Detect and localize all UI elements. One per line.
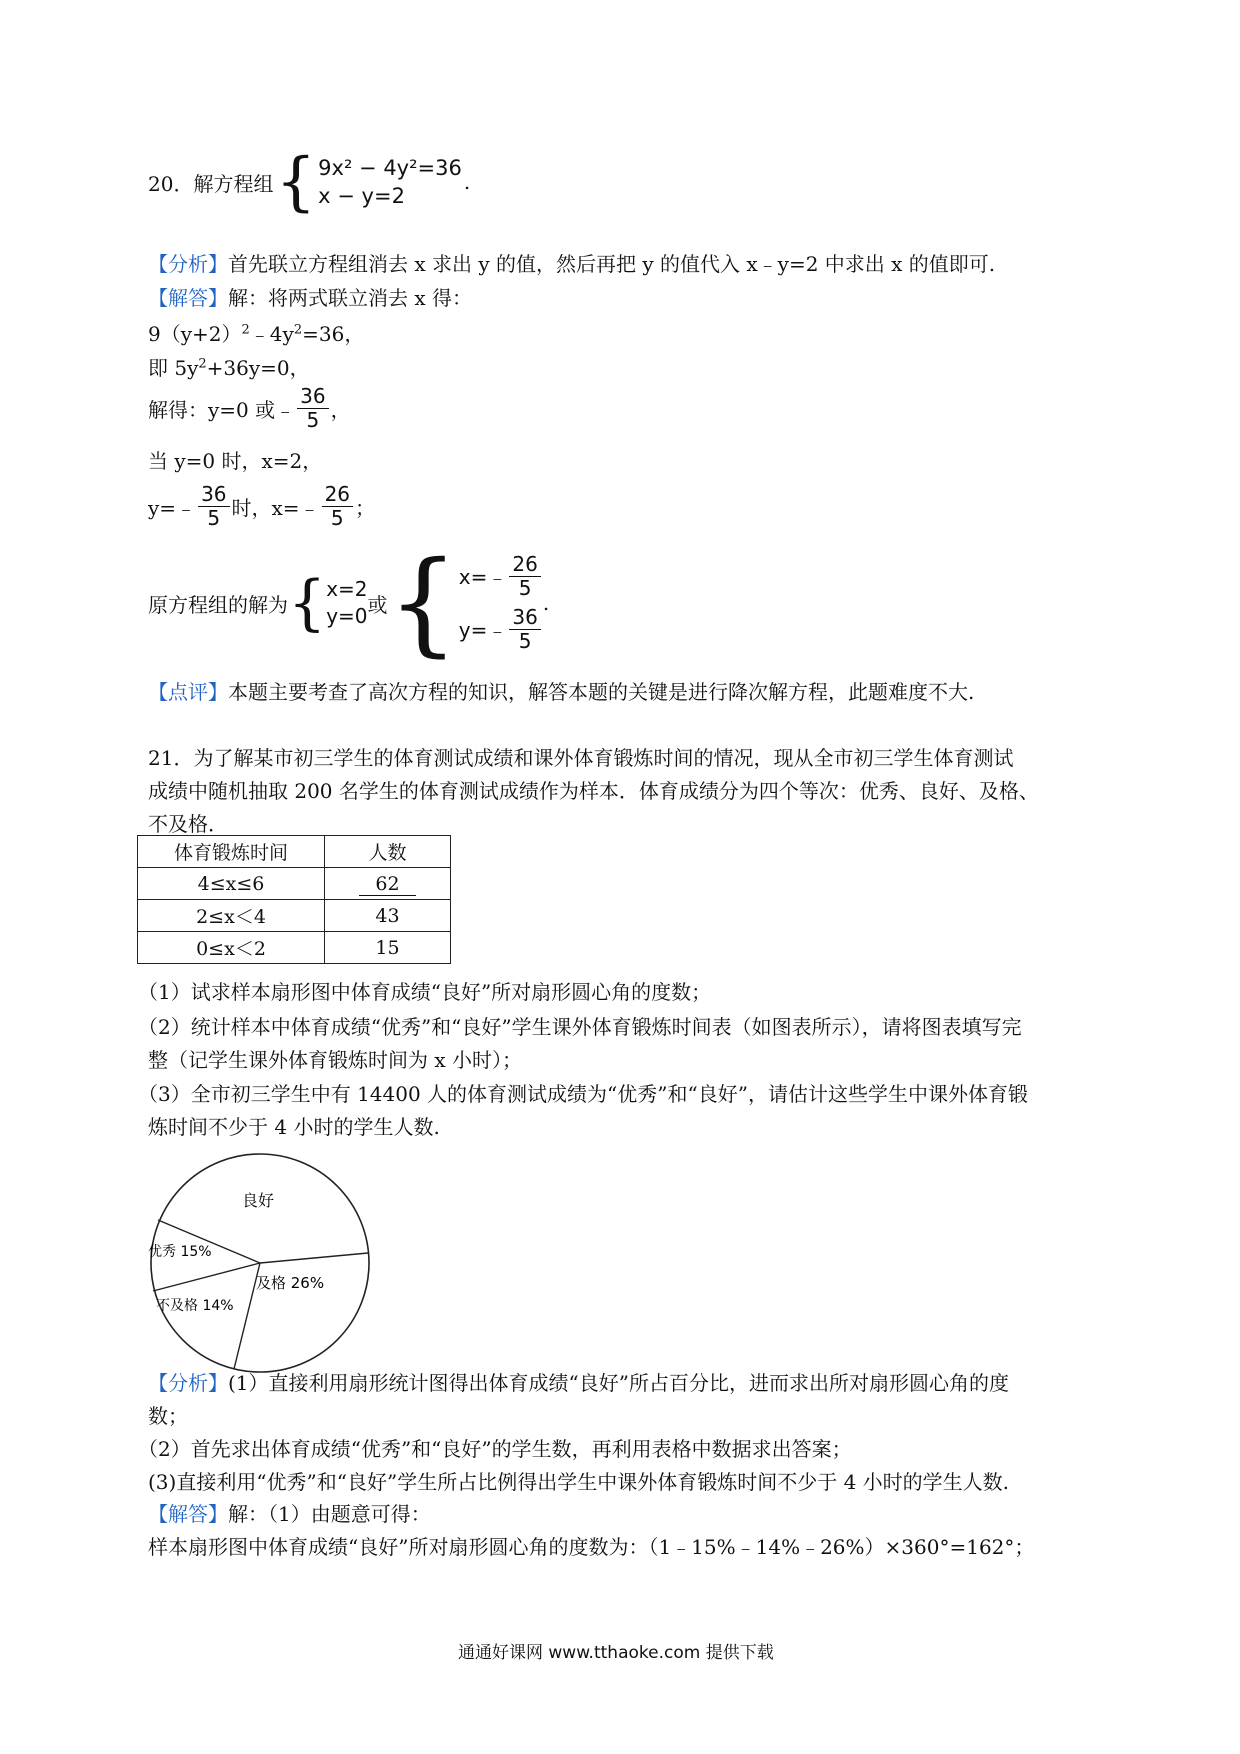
q20-problem [148, 145, 471, 219]
problem-end-period: . [463, 170, 471, 194]
step5-part1: y=﹣ [148, 495, 197, 520]
pie-label-pass: 及格 26% [256, 1274, 325, 1292]
answer2-x: x=﹣ [458, 564, 508, 589]
exercise-time-table [137, 835, 451, 964]
comment-tag: 【点评】 [148, 680, 228, 704]
analysis-text: 首先联立方程组消去 x 求出 y 的值，然后再把 y 的值代入 x﹣y=2 中求出 x 的值即可. [228, 252, 996, 276]
step3-end: ， [330, 397, 351, 422]
q21-analysis-3: (3)直接利用“优秀”和“良好”学生所占比例得出学生中课外体育锻炼时间不少于 4 小时的学生人数. [148, 1470, 1010, 1494]
equation-2: x − y=2 [318, 184, 405, 208]
answer-system-2 [459, 553, 543, 653]
q21-sub3b: 炼时间不少于 4 小时的学生人数. [148, 1115, 440, 1139]
answer1-y: y=0 [326, 604, 368, 628]
fraction-denominator: 5 [518, 576, 532, 600]
q20-step1 [148, 318, 364, 347]
pie-label-fail: 不及格 14% [156, 1298, 234, 1314]
fraction-denominator: 5 [207, 505, 221, 530]
solution-intro: 解：将两式联立消去 x 得： [228, 286, 472, 310]
solution-tag: 【解答】 [148, 286, 228, 310]
q21-analysis-1b: 数； [148, 1404, 188, 1428]
left-brace: { [288, 568, 327, 638]
step1-part3: =36， [302, 322, 365, 346]
exponent-2: 2 [241, 322, 250, 338]
q21-solution-1 [148, 1498, 431, 1527]
grade-pie-chart [140, 1150, 380, 1376]
table-cell-range: 4≤x≤6 [138, 868, 325, 900]
q21-line2: 成绩中随机抽取 200 名学生的体育测试成绩作为样本．体育成绩分为四个等次：优秀、良好、及格、 [148, 779, 1039, 803]
table-header-count: 人数 [325, 836, 451, 868]
step4-text: 当 y=0 时，x=2， [148, 449, 323, 473]
fraction-numerator: 26 [322, 483, 353, 507]
table-cell-count: 43 [325, 900, 451, 932]
analysis-tag: 【分析】 [148, 1371, 228, 1395]
fraction-26-5 [509, 553, 540, 600]
table-cell-count: 15 [325, 932, 451, 964]
table-row [138, 868, 451, 900]
q20-step5 [148, 478, 375, 534]
fraction-numerator: 36 [297, 385, 328, 409]
left-brace: { [275, 145, 317, 219]
table-header-row [138, 836, 451, 868]
table-row [138, 900, 451, 932]
q21-line3: 不及格． [148, 812, 228, 836]
fraction-26-5 [322, 483, 353, 530]
pie-label-excellent: 优秀 15% [148, 1244, 212, 1260]
answer2-x-row [459, 553, 543, 600]
step1-part2: ﹣4y [249, 322, 294, 346]
q21-sub1: （1）试求样本扇形图中体育成绩“良好”所对扇形圆心角的度数； [138, 980, 712, 1004]
answer2-y: y=﹣ [458, 617, 508, 642]
q20-step4 [148, 445, 322, 474]
comment-text: 本题主要考查了高次方程的知识，解答本题的关键是进行降次解方程，此题难度不大. [228, 680, 975, 704]
table-header-time: 体育锻炼时间 [138, 836, 325, 868]
fraction-denominator: 5 [330, 505, 344, 530]
q21-analysis-2: （2）首先求出体育成绩“优秀”和“良好”的学生数，再利用表格中数据求出答案； [138, 1437, 852, 1461]
fraction-numerator: 26 [509, 553, 540, 577]
q20-step2 [148, 352, 310, 381]
q21-sub2a: （2）统计样本中体育成绩“优秀”和“良好”学生课外体育锻炼时间表（如图表所示），请将图表填写完 [138, 1015, 1022, 1039]
q21-analysis-1a [148, 1367, 1009, 1396]
q20-prompt: 解方程组 [193, 171, 274, 196]
q20-step3 [148, 380, 351, 436]
answer-system-1 [326, 576, 367, 630]
q20-solution-intro [148, 282, 472, 311]
fraction-denominator: 5 [306, 407, 320, 432]
left-brace: { [387, 538, 459, 668]
table-cell-range: 2≤x＜4 [138, 900, 325, 932]
page-footer: 通通好课网 www.tthaoke.com 提供下载 [458, 1643, 774, 1663]
q20-answer [148, 540, 549, 666]
q21-sub3a: （3）全市初三学生中有 14400 人的体育测试成绩为“优秀”和“良好”，请估计这些学生中课外体育锻 [138, 1082, 1028, 1106]
step5-part2: 时，x=﹣ [231, 495, 320, 520]
q20-analysis [148, 248, 995, 277]
or-text: 或 [367, 592, 388, 617]
equation-system [318, 154, 462, 211]
table-cell-count [325, 868, 451, 900]
analysis-text: (1）直接利用扇形统计图得出体育成绩“良好”所占百分比，进而求出所对扇形圆心角的度 [228, 1371, 1009, 1395]
step2-part1: 即 5y [148, 356, 199, 380]
answer1-x: x=2 [326, 577, 368, 601]
answer-end: . [542, 591, 550, 615]
fraction-numerator: 36 [509, 606, 540, 630]
fraction-numerator: 36 [198, 483, 229, 507]
fraction-denominator: 5 [518, 629, 532, 653]
solution-text: 解：（1）由题意可得： [228, 1502, 431, 1526]
fill-in-answer: 62 [359, 873, 415, 896]
q21-line1: 21．为了解某市初三学生的体育测试成绩和课外体育锻炼时间的情况，现从全市初三学生体育测试 [148, 746, 1014, 770]
answer-prefix: 原方程组的解为 [148, 592, 288, 617]
answer2-y-row [459, 606, 543, 653]
analysis-tag: 【分析】 [148, 252, 228, 276]
q20-number: 20． [148, 171, 194, 196]
step3-text: 解得：y=0 或﹣ [148, 397, 296, 422]
step2-part2: +36y=0， [206, 356, 310, 380]
pie-label-good: 良好 [242, 1191, 275, 1210]
q20-comment [148, 676, 974, 705]
q21-solution-2: 样本扇形图中体育成绩“良好”所对扇形圆心角的度数为：（1﹣15%﹣14%﹣26%）×360°=162°； [148, 1535, 1035, 1559]
fraction-36-5 [297, 385, 328, 432]
step5-end: ； [355, 495, 376, 520]
exponent-2: 2 [293, 322, 303, 338]
exponent-2: 2 [198, 356, 207, 372]
step1-part1: 9（y+2） [148, 322, 242, 346]
q21-sub2b: 整（记学生课外体育锻炼时间为 x 小时）； [148, 1048, 522, 1072]
equation-1: 9x² − 4y²=36 [318, 155, 462, 180]
table-cell-range: 0≤x＜2 [138, 932, 325, 964]
fraction-36-5 [509, 606, 540, 653]
fraction-36-5 [198, 483, 229, 530]
table-row [138, 932, 451, 964]
solution-tag: 【解答】 [148, 1502, 228, 1526]
